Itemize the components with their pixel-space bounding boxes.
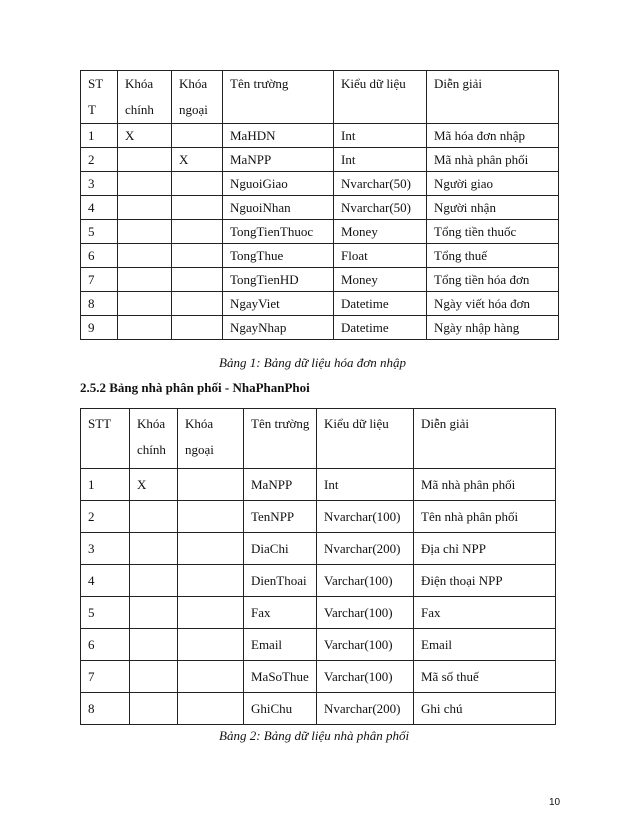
table-cell: [130, 501, 178, 533]
table-cell: Money: [334, 220, 427, 244]
table-cell: TongTienThuoc: [223, 220, 334, 244]
table-cell: Tổng thuế: [427, 244, 559, 268]
header-cell: ST T: [81, 71, 118, 124]
table-cell: [130, 693, 178, 725]
table-cell: [130, 661, 178, 693]
table-cell: Mã nhà phân phối: [427, 148, 559, 172]
table-cell: Datetime: [334, 292, 427, 316]
table-cell: Tổng tiền hóa đơn: [427, 268, 559, 292]
table-cell: 2: [81, 501, 130, 533]
table-cell: [178, 469, 244, 501]
section-heading: 2.5.2 Bảng nhà phân phối - NhaPhanPhoi: [80, 380, 310, 395]
table-cell: Tên nhà phân phối: [414, 501, 556, 533]
table-cell: Ghi chú: [414, 693, 556, 725]
table-cell: Người giao: [427, 172, 559, 196]
table-cell: X: [130, 469, 178, 501]
table-row: [81, 469, 556, 501]
table-cell: Varchar(100): [317, 629, 414, 661]
table-cell: [130, 533, 178, 565]
table-cell: Email: [244, 629, 317, 661]
table-cell: [172, 292, 223, 316]
table-cell: 8: [81, 693, 130, 725]
table-row: [81, 629, 556, 661]
table-row: [81, 661, 556, 693]
table-row: [81, 196, 559, 220]
table-cell: GhiChu: [244, 693, 317, 725]
table-cell: [118, 292, 172, 316]
table-cell: Ngày viết hóa đơn: [427, 292, 559, 316]
table-cell: Int: [334, 148, 427, 172]
table-cell: Nvarchar(50): [334, 172, 427, 196]
table-row: [81, 292, 559, 316]
table-cell: 7: [81, 661, 130, 693]
table-cell: 9: [81, 316, 118, 340]
table-cell: X: [118, 124, 172, 148]
table-row: [81, 693, 556, 725]
header-cell: Khóa ngoại: [178, 409, 244, 469]
table2-caption: Bảng 2: Bảng dữ liệu nhà phân phối: [219, 728, 410, 743]
table-cell: Money: [334, 268, 427, 292]
table-cell: [172, 196, 223, 220]
table-cell: Email: [414, 629, 556, 661]
table-cell: 2: [81, 148, 118, 172]
table-cell: Địa chỉ NPP: [414, 533, 556, 565]
table-cell: Float: [334, 244, 427, 268]
table-cell: [118, 148, 172, 172]
table-row: [81, 220, 559, 244]
table-cell: 5: [81, 220, 118, 244]
table-cell: NguoiGiao: [223, 172, 334, 196]
table-cell: 1: [81, 469, 130, 501]
header-cell: Khóa ngoại: [172, 71, 223, 124]
table-cell: [118, 244, 172, 268]
table-cell: 1: [81, 124, 118, 148]
table-cell: [118, 316, 172, 340]
table-cell: 5: [81, 597, 130, 629]
table-cell: NgayNhap: [223, 316, 334, 340]
table-cell: MaNPP: [223, 148, 334, 172]
table-cell: [130, 629, 178, 661]
table-cell: [130, 565, 178, 597]
table-cell: 8: [81, 292, 118, 316]
table-cell: Datetime: [334, 316, 427, 340]
table-cell: [172, 172, 223, 196]
table-row: [81, 124, 559, 148]
header-cell: Kiểu dữ liệu: [334, 71, 427, 124]
table-row: [81, 244, 559, 268]
table-cell: Tổng tiền thuốc: [427, 220, 559, 244]
table-cell: 6: [81, 244, 118, 268]
table-cell: [118, 196, 172, 220]
table-cell: [178, 629, 244, 661]
table-cell: Fax: [244, 597, 317, 629]
table-cell: [178, 565, 244, 597]
table-cell: [172, 220, 223, 244]
table-cell: Varchar(100): [317, 597, 414, 629]
table-cell: [118, 220, 172, 244]
table-cell: Người nhận: [427, 196, 559, 220]
table-cell: 7: [81, 268, 118, 292]
table-cell: TenNPP: [244, 501, 317, 533]
table-cell: [178, 533, 244, 565]
table-cell: 4: [81, 196, 118, 220]
table-nha-phan-phoi: [80, 408, 556, 725]
table-cell: 4: [81, 565, 130, 597]
table-cell: [178, 597, 244, 629]
table-row: [81, 597, 556, 629]
table-cell: Nvarchar(200): [317, 693, 414, 725]
table-cell: NgayViet: [223, 292, 334, 316]
table-cell: [172, 316, 223, 340]
table-cell: MaNPP: [244, 469, 317, 501]
table-cell: 3: [81, 533, 130, 565]
table-cell: Mã nhà phân phối: [414, 469, 556, 501]
table-cell: TongTienHD: [223, 268, 334, 292]
table-cell: MaHDN: [223, 124, 334, 148]
header-cell: Diễn giải: [427, 71, 559, 124]
table-row: [81, 533, 556, 565]
table-row: [81, 501, 556, 533]
page-number: 10: [549, 797, 561, 808]
table-cell: 6: [81, 629, 130, 661]
table-cell: MaSoThue: [244, 661, 317, 693]
table-cell: TongThue: [223, 244, 334, 268]
header-cell: Diễn giải: [414, 409, 556, 469]
table-hoa-don-nhap: [80, 70, 559, 340]
table-cell: Varchar(100): [317, 661, 414, 693]
table-cell: Mã hóa đơn nhập: [427, 124, 559, 148]
table-cell: [172, 244, 223, 268]
table-row: [81, 565, 556, 597]
table-row: [81, 172, 559, 196]
table-cell: Nvarchar(200): [317, 533, 414, 565]
table-cell: DiaChi: [244, 533, 317, 565]
table-header-row: [81, 71, 559, 124]
header-cell: Khóa chính: [130, 409, 178, 469]
table-row: [81, 316, 559, 340]
header-cell: Khóa chính: [118, 71, 172, 124]
table-cell: [130, 597, 178, 629]
table-row: [81, 268, 559, 292]
table-cell: Nvarchar(50): [334, 196, 427, 220]
table-cell: Varchar(100): [317, 565, 414, 597]
table-cell: Nvarchar(100): [317, 501, 414, 533]
table1-caption: Bảng 1: Bảng dữ liệu hóa đơn nhập: [219, 355, 406, 370]
table-cell: [178, 661, 244, 693]
header-cell: Tên trường: [223, 71, 334, 124]
table-cell: Mã số thuế: [414, 661, 556, 693]
table-cell: [172, 124, 223, 148]
table-cell: X: [172, 148, 223, 172]
header-cell: Tên trường: [244, 409, 317, 469]
header-cell: STT: [81, 409, 130, 469]
table-cell: Int: [317, 469, 414, 501]
table-cell: Int: [334, 124, 427, 148]
table-cell: Điện thoại NPP: [414, 565, 556, 597]
table-header-row: [81, 409, 556, 469]
header-cell: Kiểu dữ liệu: [317, 409, 414, 469]
table-cell: [172, 268, 223, 292]
table-row: [81, 148, 559, 172]
table-cell: [118, 172, 172, 196]
table-cell: [118, 268, 172, 292]
table-cell: [178, 501, 244, 533]
table-cell: Fax: [414, 597, 556, 629]
table-cell: DienThoai: [244, 565, 317, 597]
table-cell: NguoiNhan: [223, 196, 334, 220]
table-cell: Ngày nhập hàng: [427, 316, 559, 340]
table-cell: 3: [81, 172, 118, 196]
table-cell: [178, 693, 244, 725]
